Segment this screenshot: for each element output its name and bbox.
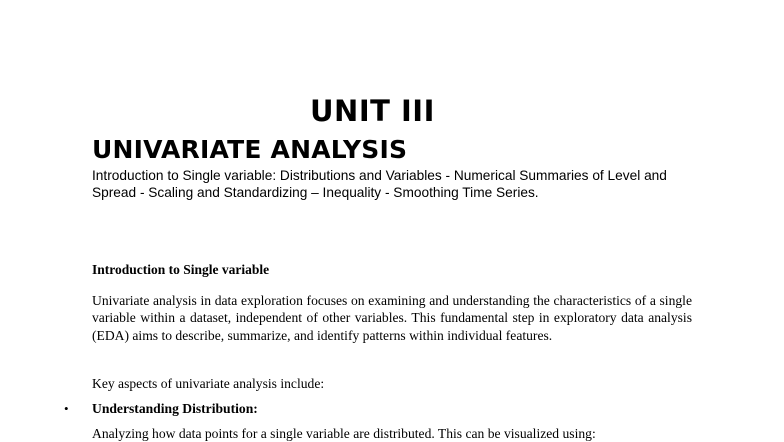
syllabus-text: Introduction to Single variable: Distributions and Variables - Numerical Summaries of Level and Spread - Scaling and Standardizing – Inequality - Smoothing Time Series. (92, 168, 667, 200)
subheading-introduction: Introduction to Single variable (92, 262, 270, 277)
intro-paragraph: Univariate analysis in data exploration focuses on examining and understanding the characteristics of a single variable within a dataset, independent of other variables. This fundamental step in exploratory data analysis (EDA) aims to describe, summarize, and identify patterns within individual features. (92, 293, 692, 343)
key-aspects-intro: Key aspects of univariate analysis include: (92, 376, 325, 391)
section-heading: UNIVARIATE ANALYSIS (92, 135, 408, 164)
unit-title: UNIT III (310, 94, 435, 128)
distribution-description: Analyzing how data points for a single variable are distributed. This can be visualized using: (92, 426, 596, 441)
bullet-icon: • (64, 401, 69, 416)
bullet-label-understanding-distribution: Understanding Distribution: (92, 401, 258, 416)
